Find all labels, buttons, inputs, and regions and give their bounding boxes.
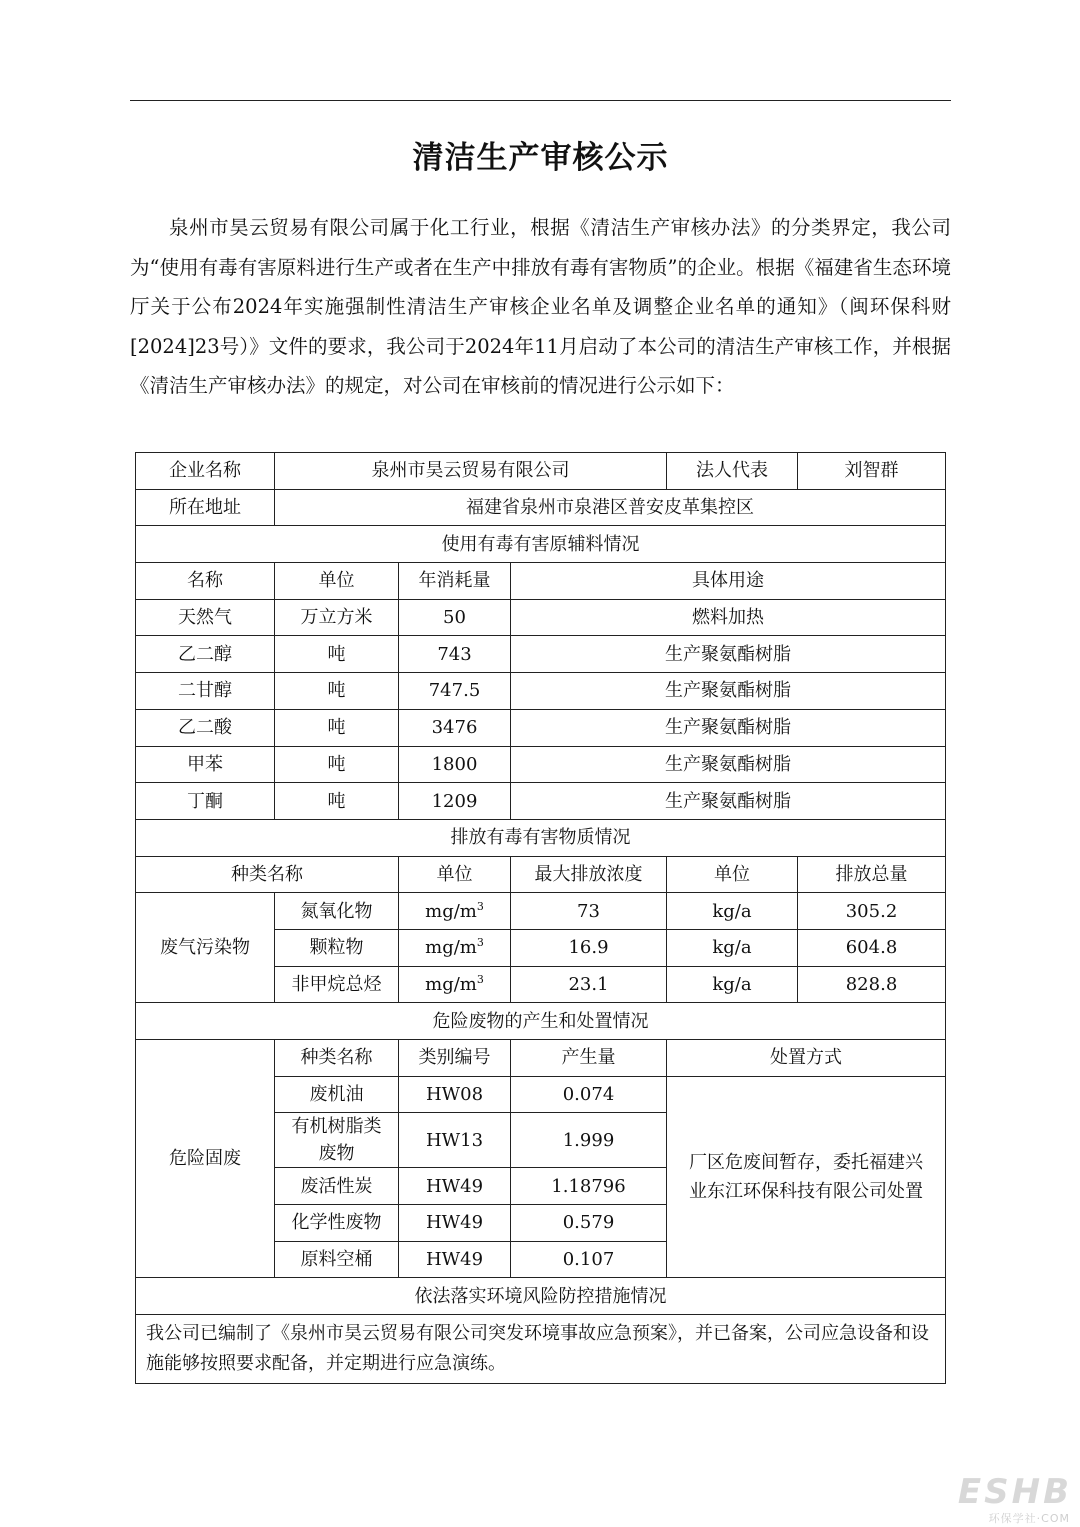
disclosure-table (135, 452, 946, 1384)
material-amount: 747.5 (399, 673, 511, 710)
pollutant-name: 颗粒物 (275, 929, 399, 966)
table-row (136, 783, 946, 820)
waste-code: HW49 (399, 1205, 511, 1242)
materials-header: 具体用途 (511, 563, 946, 600)
material-use: 生产聚氨酯树脂 (511, 709, 946, 746)
waste-amount: 0.107 (511, 1241, 667, 1278)
emissions-header: 单位 (399, 856, 511, 893)
hazardous-section-title: 危险废物的产生和处置情况 (136, 1003, 946, 1040)
hazardous-header: 类别编号 (399, 1040, 511, 1077)
intro-paragraph: 泉州市昊云贸易有限公司属于化工行业，根据《清洁生产审核办法》的分类界定，我公司为“使用有毒有害原料进行生产或者在生产中排放有毒有害物质”的企业。根据《福建省生态环境厅关于公布2024年实施强制性清洁生产审核企业名单及调整企业名单的通知》（闽环保科财[2024]23号）》文件的要求，我公司于2024年11月启动了本公司的清洁生产审核工作，并根据《清洁生产审核办法》的规定，对公司在审核前的情况进行公示如下： (130, 216, 951, 397)
emissions-section-title: 排放有毒有害物质情况 (136, 819, 946, 856)
table-row (136, 893, 946, 930)
pollutant-name: 非甲烷总烃 (275, 966, 399, 1003)
emissions-header: 排放总量 (798, 856, 946, 893)
material-use: 生产聚氨酯树脂 (511, 636, 946, 673)
watermark-subtitle: 环保学社·COM (988, 1512, 1070, 1525)
materials-header: 单位 (275, 563, 399, 600)
pollutant-total-unit: kg/a (667, 893, 798, 930)
materials-header: 名称 (136, 563, 275, 600)
watermark-logo: ESHB (957, 1472, 1072, 1512)
header-rule (130, 100, 951, 101)
material-unit: 万立方米 (275, 599, 399, 636)
table-row (136, 746, 946, 783)
material-amount: 743 (399, 636, 511, 673)
pollutant-total: 305.2 (798, 893, 946, 930)
hazardous-header: 种类名称 (275, 1040, 399, 1077)
material-unit: 吨 (275, 673, 399, 710)
watermark (905, 1470, 1080, 1527)
table-row (136, 709, 946, 746)
material-use: 生产聚氨酯树脂 (511, 783, 946, 820)
materials-section-title: 使用有毒有害原辅料情况 (136, 526, 946, 563)
waste-amount: 0.074 (511, 1076, 667, 1113)
material-use: 生产聚氨酯树脂 (511, 746, 946, 783)
table-row (136, 636, 946, 673)
address-row (136, 489, 946, 526)
material-use: 燃料加热 (511, 599, 946, 636)
waste-code: HW08 (399, 1076, 511, 1113)
emissions-header: 种类名称 (136, 856, 399, 893)
pollutant-concentration: 23.1 (511, 966, 667, 1003)
material-amount: 1209 (399, 783, 511, 820)
emissions-header: 单位 (667, 856, 798, 893)
risk-text: 我公司已编制了《泉州市昊云贸易有限公司突发环境事故应急预案》，并已备案，公司应急设备和设施能够按照要求配备，并定期进行应急演练。 (136, 1315, 946, 1384)
pollutant-unit: $mg/m^3$ (399, 893, 511, 930)
risk-section-title: 依法落实环境风险防控措施情况 (136, 1278, 946, 1315)
address-label: 所在地址 (136, 489, 275, 526)
materials-header-row (136, 563, 946, 600)
table-row (136, 599, 946, 636)
material-name: 乙二醇 (136, 636, 275, 673)
material-unit: 吨 (275, 636, 399, 673)
waste-amount: 1.999 (511, 1113, 667, 1168)
waste-name: 废机油 (275, 1076, 399, 1113)
pollutant-total-unit: kg/a (667, 966, 798, 1003)
address: 福建省泉州市泉港区普安皮革集控区 (275, 489, 946, 526)
emissions-category: 废气污染物 (136, 893, 275, 1003)
company-name: 泉州市昊云贸易有限公司 (275, 453, 667, 490)
material-name: 乙二酸 (136, 709, 275, 746)
pollutant-unit: $mg/m^3$ (399, 929, 511, 966)
pollutant-concentration: 73 (511, 893, 667, 930)
material-name: 天然气 (136, 599, 275, 636)
materials-header: 年消耗量 (399, 563, 511, 600)
waste-name: 原料空桶 (275, 1241, 399, 1278)
waste-name: 化学性废物 (275, 1205, 399, 1242)
waste-name: 有机树脂类废物 (275, 1113, 399, 1168)
emissions-header: 最大排放浓度 (511, 856, 667, 893)
material-name: 丁酮 (136, 783, 275, 820)
waste-code: HW49 (399, 1241, 511, 1278)
company-name-label: 企业名称 (136, 453, 275, 490)
table-row (136, 673, 946, 710)
waste-amount: 0.579 (511, 1205, 667, 1242)
pollutant-concentration: 16.9 (511, 929, 667, 966)
waste-amount: 1.18796 (511, 1168, 667, 1205)
material-unit: 吨 (275, 783, 399, 820)
pollutant-total-unit: kg/a (667, 929, 798, 966)
hazardous-header: 处置方式 (667, 1040, 946, 1077)
pollutant-name: 氮氧化物 (275, 893, 399, 930)
hazardous-header-row (136, 1040, 946, 1077)
waste-code: HW49 (399, 1168, 511, 1205)
material-amount: 3476 (399, 709, 511, 746)
material-name: 甲苯 (136, 746, 275, 783)
material-unit: 吨 (275, 709, 399, 746)
company-row (136, 453, 946, 490)
hazardous-header: 产生量 (511, 1040, 667, 1077)
material-amount: 1800 (399, 746, 511, 783)
page-title: 清洁生产审核公示 (412, 140, 669, 176)
pollutant-total: 828.8 (798, 966, 946, 1003)
pollutant-unit: $mg/m^3$ (399, 966, 511, 1003)
material-unit: 吨 (275, 746, 399, 783)
material-name: 二甘醇 (136, 673, 275, 710)
waste-name: 废活性炭 (275, 1168, 399, 1205)
legal-rep-label: 法人代表 (667, 453, 798, 490)
emissions-header-row (136, 856, 946, 893)
hazardous-category: 危险固废 (136, 1040, 275, 1278)
waste-code: HW13 (399, 1113, 511, 1168)
legal-rep: 刘智群 (798, 453, 946, 490)
material-amount: 50 (399, 599, 511, 636)
pollutant-total: 604.8 (798, 929, 946, 966)
disposal-method: 厂区危废间暂存，委托福建兴业东江环保科技有限公司处置 (667, 1076, 946, 1278)
material-use: 生产聚氨酯树脂 (511, 673, 946, 710)
